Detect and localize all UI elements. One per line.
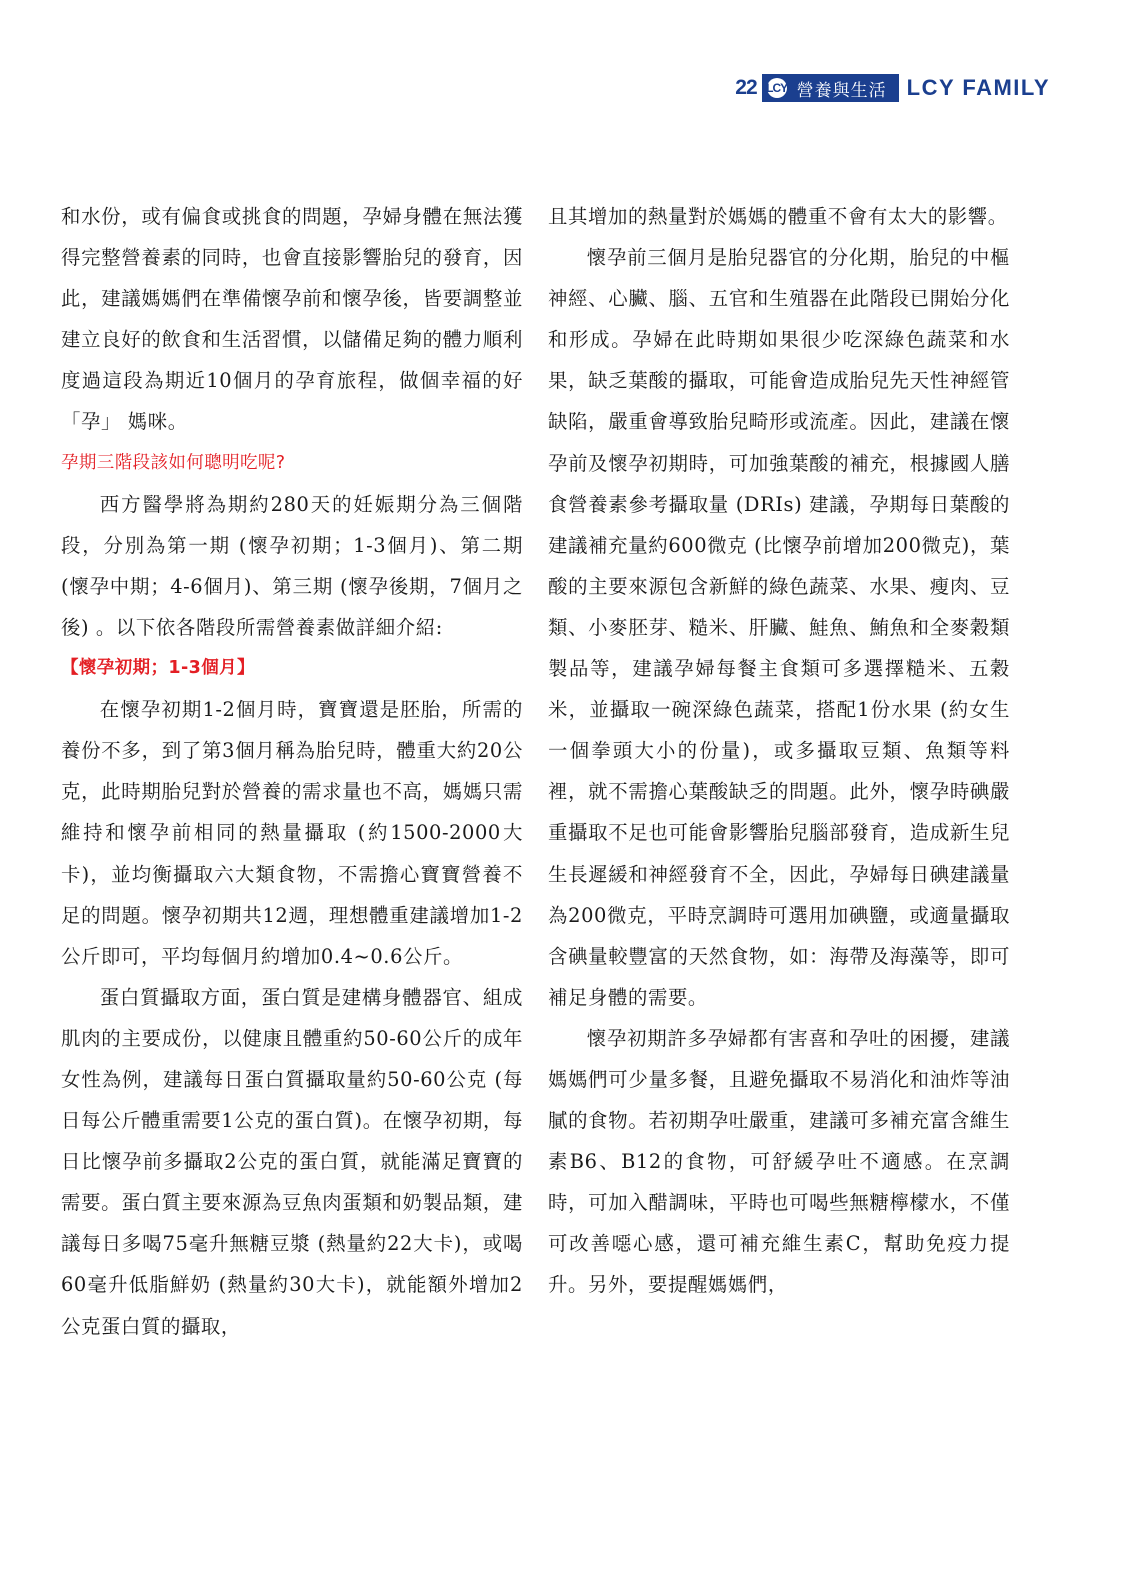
paragraph: 在懷孕初期1-2個月時，寶寶還是胚胎，所需的養份不多，到了第3個月稱為胎兒時，體重大約20公克，此時期胎兒對於營養的需求量也不高，媽媽只需維持和懷孕前相同的熱量攝取 (約1500-2000大卡)，並均衡攝取六大類食物，不需擔心寶寶營養不足的問題。懷孕初期共12週，理想體重建議增加1-2公斤即可，平均每個月約增加0.4~0.6公斤。 [61,698,523,968]
section-label: 營養與生活 [796,80,887,101]
subsection-heading: 【懷孕初期；1-3個月】 [61,658,255,679]
lcy-logo-icon [767,78,787,98]
paragraph: 懷孕初期許多孕婦都有害喜和孕吐的困擾，建議媽媽們可少量多餐，且避免攝取不易消化和油炸等油膩的食物。若初期孕吐嚴重，建議可多補充富含維生素B6、B12的食物，可舒緩孕吐不適感。在烹調時，可加入醋調味，平時也可喝些無糖檸檬水，不僅可改善噁心感，還可補充維生素C，幫助免疫力提升。另外，要提醒媽媽們， [548,1026,1010,1297]
page-number: 22 [735,76,757,99]
logo-text: LCY [766,81,788,95]
right-column [548,196,1010,1306]
section-heading: 孕期三階段該如何聰明吃呢? [61,452,286,473]
paragraph: 且其增加的熱量對於媽媽的體重不會有太大的影響。 [548,205,1008,228]
section-band [762,74,899,102]
paragraph: 和水份，或有偏食或挑食的問題，孕婦身體在無法獲得完整營養素的同時，也會直接影響胎兒的發育，因此，建議媽媽們在準備懷孕前和懷孕後，皆要調整並建立良好的飲食和生活習慣，以儲備足夠的體力順利度過這段為期近10個月的孕育旅程，做個幸福的好「孕」 媽咪。 [61,205,523,434]
brand-name: LCY FAMILY [906,75,1050,100]
paragraph: 西方醫學將為期約280天的妊娠期分為三個階段，分別為第一期 (懷孕初期；1-3個月)、第二期 (懷孕中期；4-6個月)、第三期 (懷孕後期，7個月之後) 。以下依各階段所需營養素做詳細介紹: [61,492,523,639]
page-header [735,74,1050,102]
paragraph: 蛋白質攝取方面，蛋白質是建構身體器官、組成肌肉的主要成份，以健康且體重約50-60公斤的成年女性為例，建議每日蛋白質攝取量約50-60公克 (每日每公斤體重需要1公克的蛋白質)。在懷孕初期，每日比懷孕前多攝取2公克的蛋白質，就能滿足寶寶的需要。蛋白質主要來源為豆魚肉蛋類和奶製品類，建議每日多喝75毫升無糖豆漿 (熱量約22大卡)，或喝60毫升低脂鮮奶 (熱量約30大卡)，就能額外增加2公克蛋白質的攝取， [61,985,523,1338]
paragraph: 懷孕前三個月是胎兒器官的分化期，胎兒的中樞神經、心臟、腦、五官和生殖器在此階段已開始分化和形成。孕婦在此時期如果很少吃深綠色蔬菜和水果，缺乏葉酸的攝取，可能會造成胎兒先天性神經管缺陷，嚴重會導致胎兒畸形或流產。因此，建議在懷孕前及懷孕初期時，可加強葉酸的補充，根據國人膳食營養素參考攝取量 (DRIs) 建議，孕期每日葉酸的建議補充量約600微克 (比懷孕前增加200微克)，葉酸的主要來源包含新鮮的綠色蔬菜、水果、瘦肉、豆類、小麥胚芽、糙米、肝臟、鮭魚、鮪魚和全麥穀類製品等，建議孕婦每餐主食類可多選擇糙米、五穀米，並攝取一碗深綠色蔬菜，搭配1份水果 (約女生一個拳頭大小的份量)，或多攝取豆類、魚類等料裡，就不需擔心葉酸缺乏的問題。此外，懷孕時碘嚴重攝取不足也可能會影響胎兒腦部發育，造成新生兒生長遲緩和神經發育不全，因此，孕婦每日碘建議量為200微克，平時烹調時可選用加碘鹽，或適量攝取含碘量較豐富的天然食物，如：海帶及海藻等，即可補足身體的需要。 [548,246,1010,1009]
left-column [61,196,523,1347]
